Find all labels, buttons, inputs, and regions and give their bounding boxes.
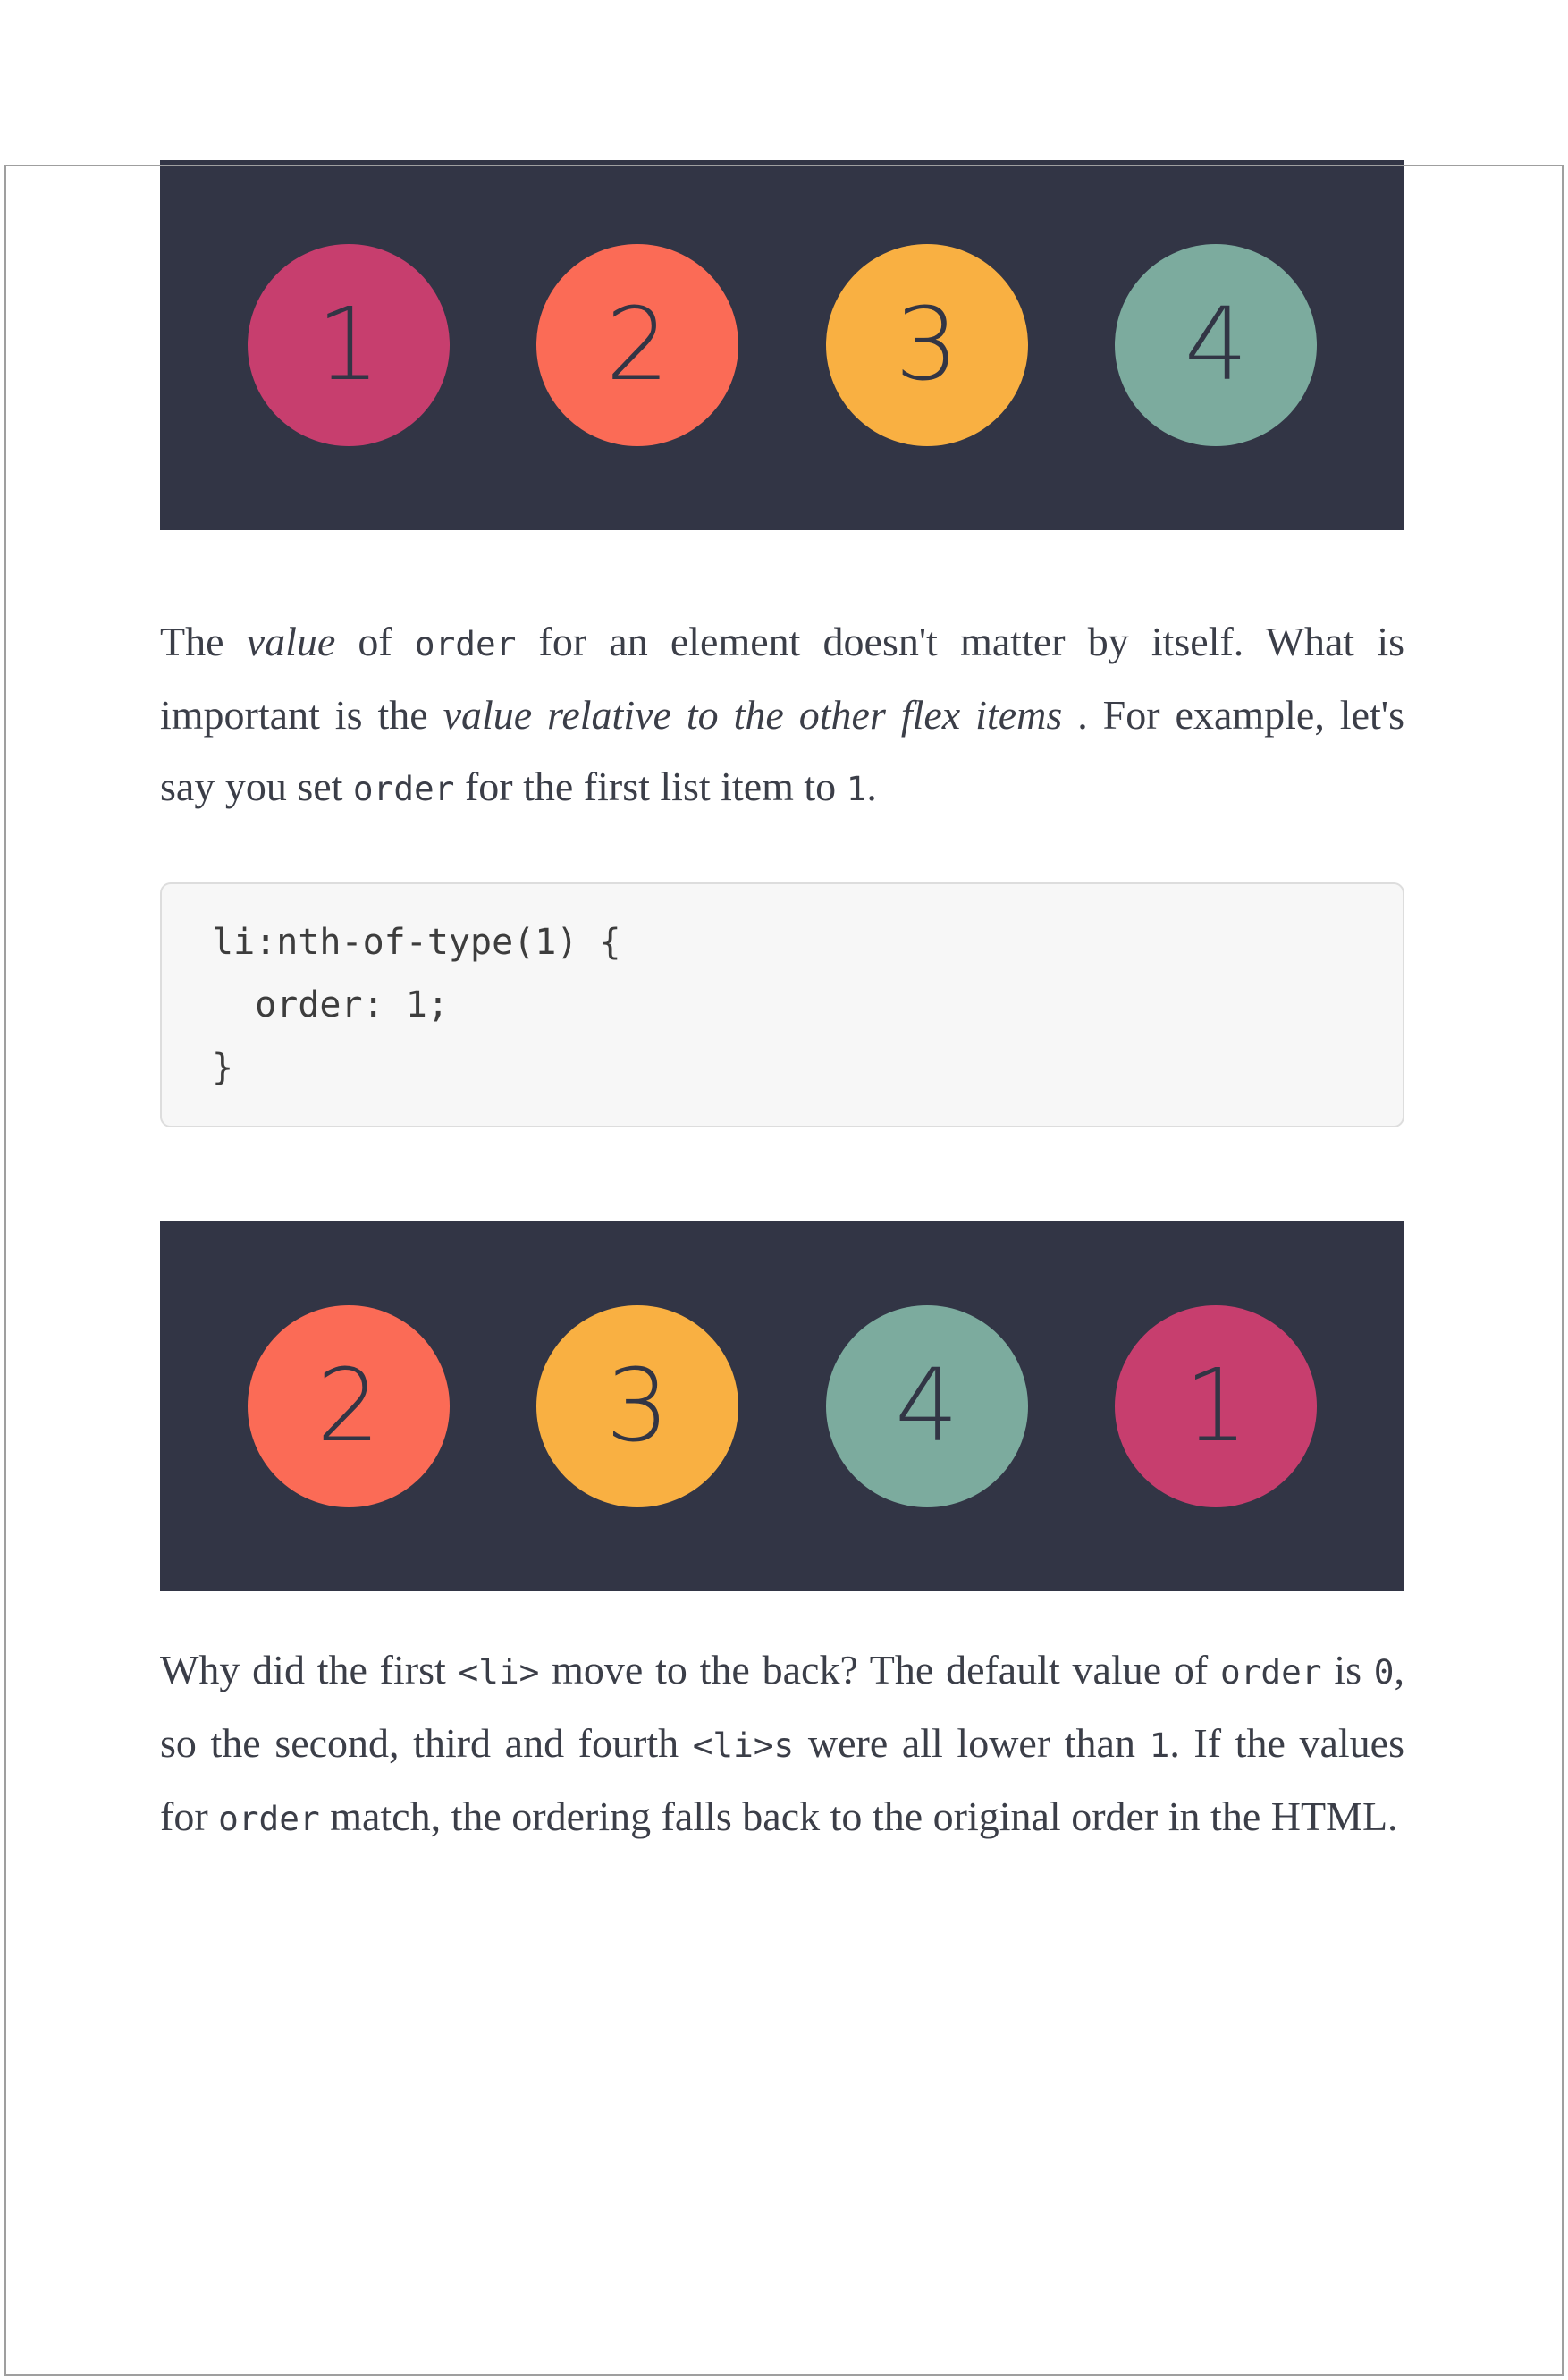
flex-demo-banner-reordered xyxy=(160,1221,1404,1591)
code-line: li:nth-of-type(1) { xyxy=(212,922,621,963)
text-segment-normal: for the first list item to xyxy=(454,764,847,809)
text-segment-code: 1 xyxy=(846,769,867,808)
text-segment-code: 0 xyxy=(1373,1652,1395,1692)
text-segment-normal: The xyxy=(160,619,247,664)
flex-item-circle-3: 3 xyxy=(536,1305,738,1507)
text-segment-normal: . If the values for xyxy=(160,1720,1404,1839)
text-segment-code: order xyxy=(352,769,455,808)
flex-item-circle-4: 4 xyxy=(826,1305,1028,1507)
text-segment-code: 1 xyxy=(1149,1726,1170,1765)
flex-demo-banner-original xyxy=(160,160,1404,530)
article-content xyxy=(160,160,1404,1854)
flex-item-circle-1: 1 xyxy=(1115,1305,1317,1507)
text-segment-normal: of xyxy=(335,619,415,664)
flex-item-circle-4: 4 xyxy=(1115,244,1317,446)
paragraph-order-value xyxy=(160,606,1404,824)
text-segment-normal: . For example, let's say you set xyxy=(160,692,1404,809)
text-segment-normal: . xyxy=(866,764,877,809)
paragraph-order-explanation xyxy=(160,1634,1404,1854)
text-segment-normal: move to the back? The default value of xyxy=(539,1647,1221,1692)
text-segment-code: order xyxy=(1220,1652,1322,1692)
text-segment-italic: value relative to the other flex items xyxy=(443,692,1063,738)
text-segment-code: <li>s xyxy=(692,1726,795,1765)
flex-item-circle-2: 2 xyxy=(536,244,738,446)
text-segment-normal: , so the second, third and fourth xyxy=(160,1647,1404,1766)
code-line: order: 1; xyxy=(212,984,449,1025)
text-segment-normal: were all lower than xyxy=(794,1720,1150,1766)
code-block-css xyxy=(160,882,1404,1127)
text-segment-code: order xyxy=(218,1799,320,1838)
text-segment-normal: Why did the first xyxy=(160,1647,459,1692)
flex-item-circle-3: 3 xyxy=(826,244,1028,446)
text-segment-code: order xyxy=(414,624,517,663)
text-segment-code: <li> xyxy=(458,1652,540,1692)
text-segment-normal: is xyxy=(1321,1647,1374,1692)
text-segment-normal: for an element doesn't matter by itself. What is important is the xyxy=(160,619,1405,738)
code-line: } xyxy=(212,1047,234,1088)
text-segment-normal: match, the ordering falls back to the original order in the HTML. xyxy=(319,1793,1398,1839)
text-segment-italic: value xyxy=(246,619,336,664)
flex-item-circle-1: 1 xyxy=(248,244,450,446)
flex-item-circle-2: 2 xyxy=(248,1305,450,1507)
